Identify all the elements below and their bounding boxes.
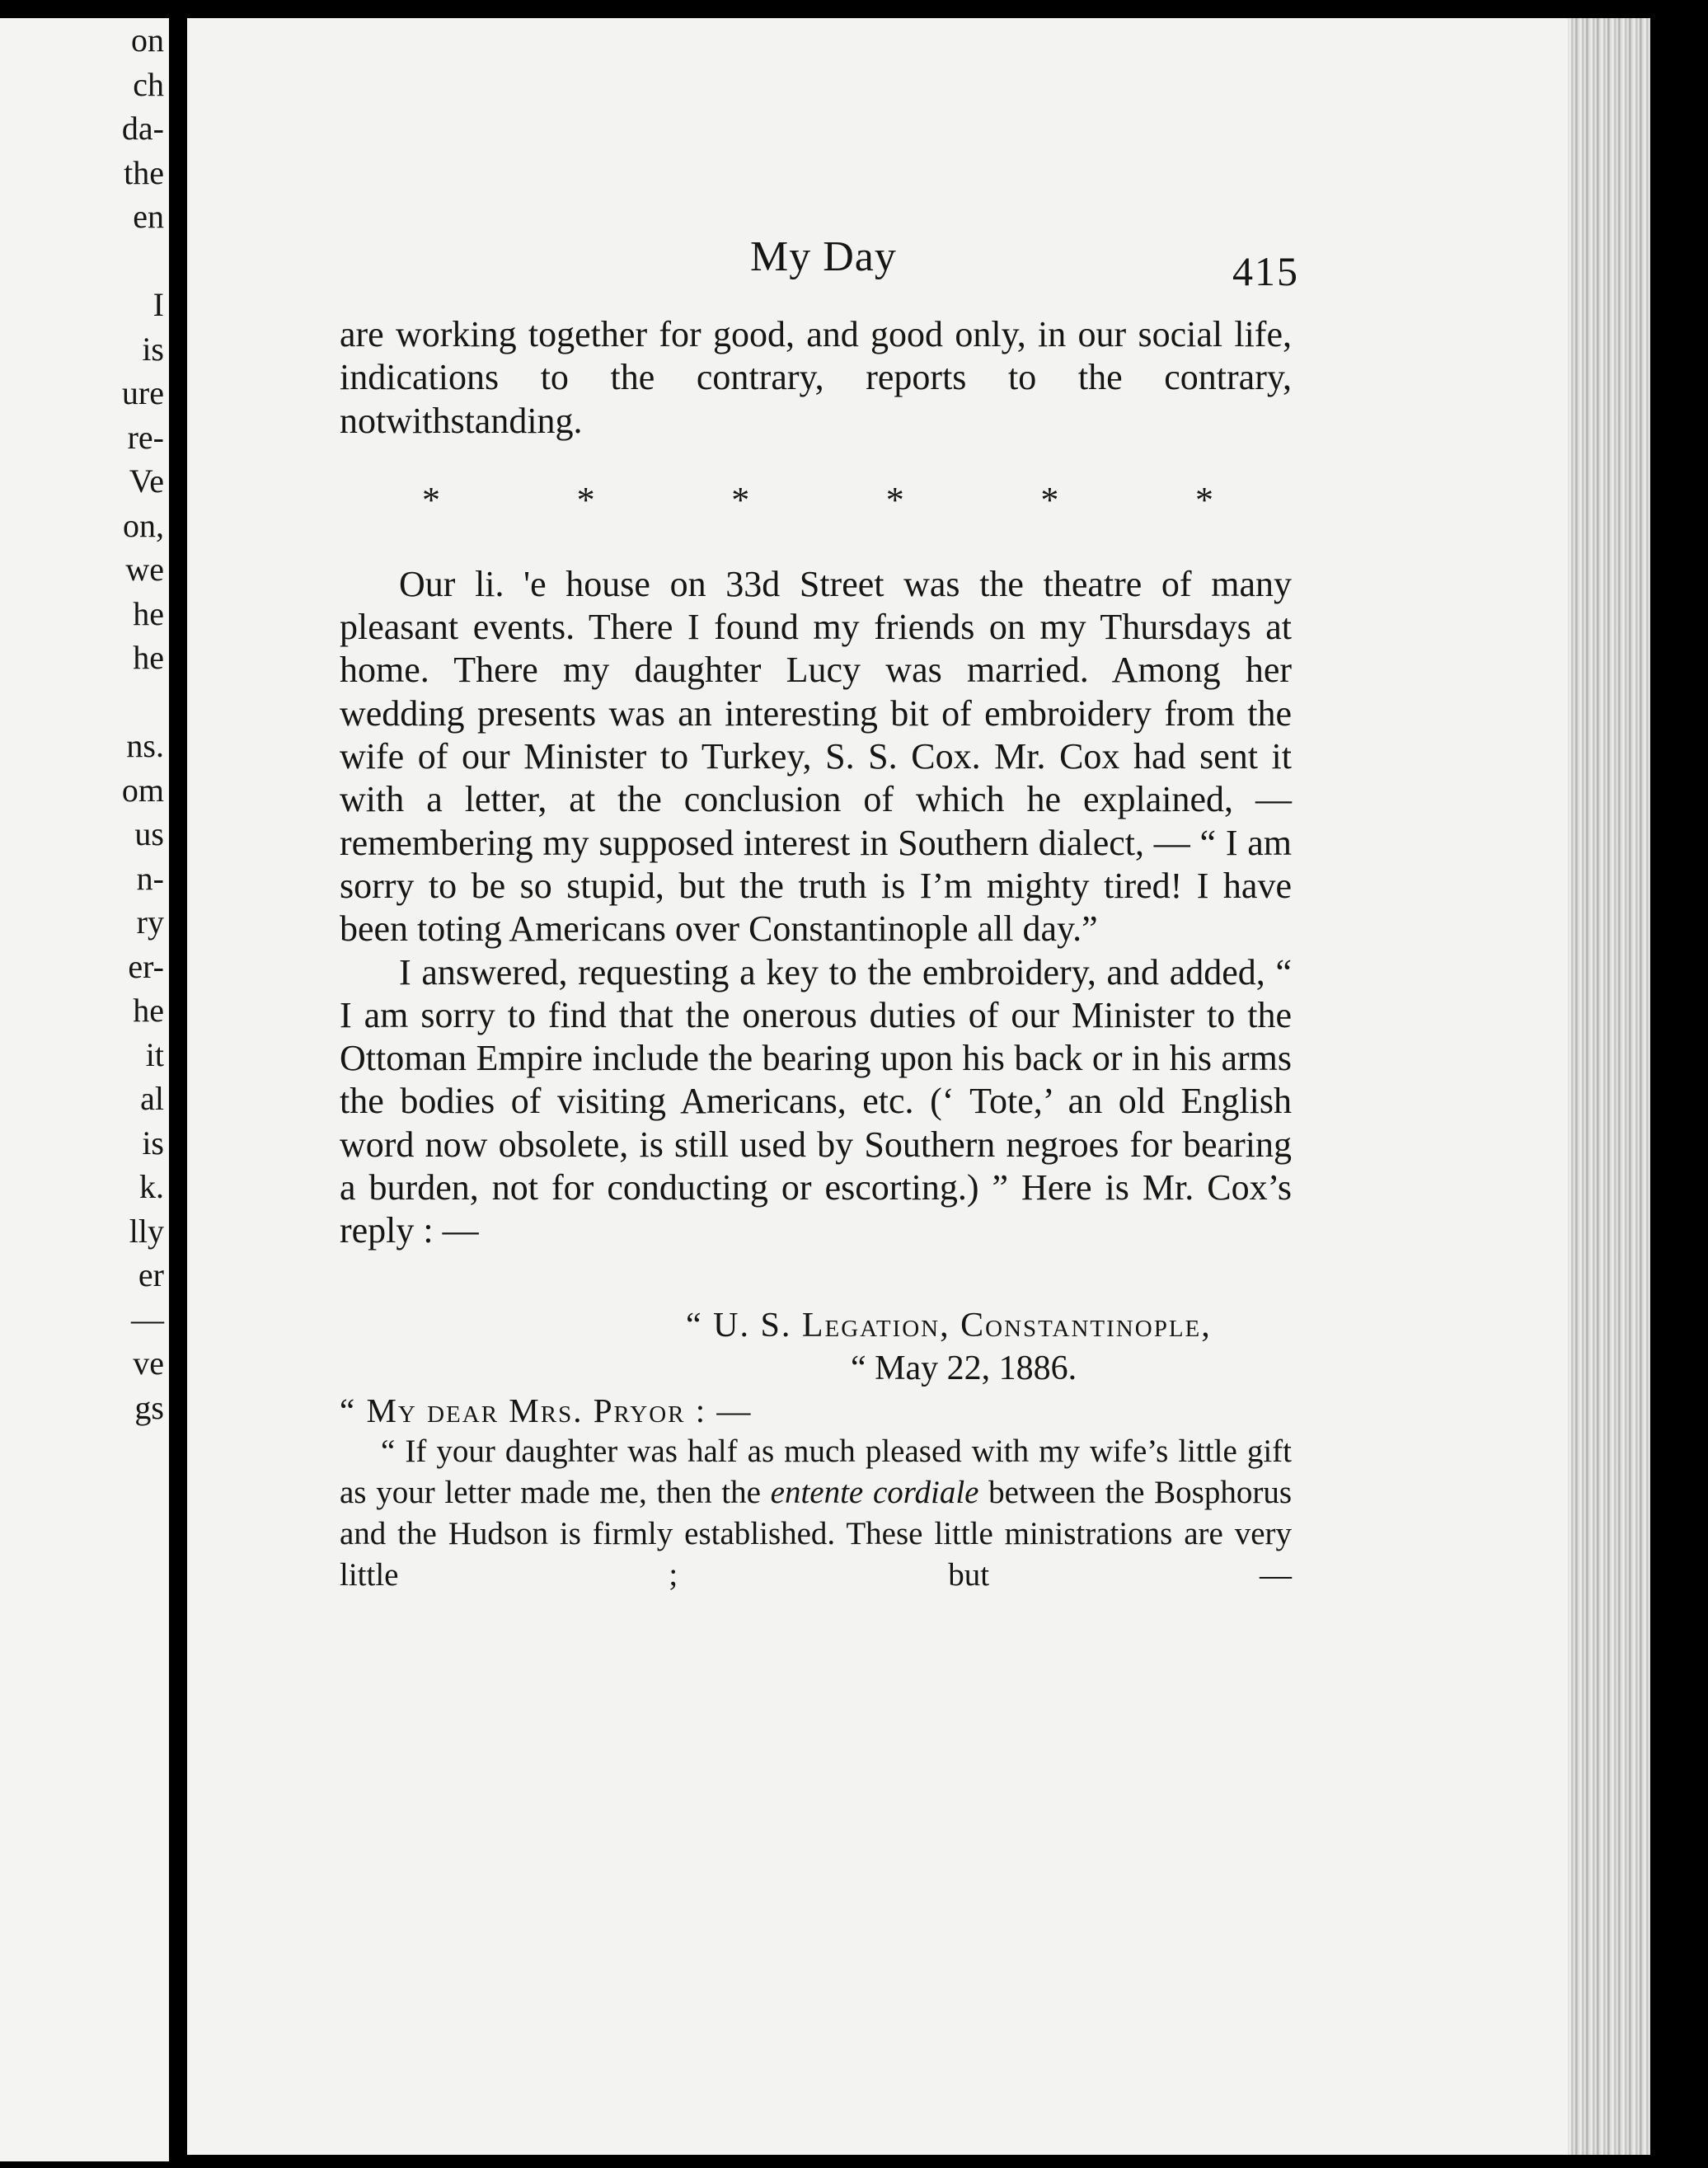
left-margin-fragment: re- bbox=[127, 418, 164, 456]
scan-border bbox=[1650, 0, 1708, 2168]
asterisk: * bbox=[576, 479, 595, 520]
paragraph-continued: are working together for good, and good only, in our social life, indications to the contrary, reports to the contrary, notwithstanding. bbox=[340, 314, 1292, 441]
left-page-margin-text bbox=[122, 18, 164, 1429]
letter-text-part: between the Bosphorus and the Hudson is firmly established. These little ministrations are very little ; but — bbox=[340, 1474, 1292, 1593]
letter-salutation: “ My dear Mrs. Pryor : — bbox=[340, 1391, 753, 1429]
left-margin-fragment: is bbox=[142, 330, 164, 368]
left-margin-fragment: on, bbox=[123, 506, 164, 544]
section-break bbox=[422, 476, 1213, 525]
letter-heading-date: “ May 22, 1886. bbox=[851, 1349, 1077, 1387]
asterisk: * bbox=[422, 479, 440, 520]
left-margin-fragment: us bbox=[134, 815, 164, 852]
asterisk: * bbox=[1194, 479, 1213, 520]
paragraph-answer: I answered, requesting a key to the embroidery, and added, “ I am sorry to find that the onerous duties of our Minister to the Ottoman Empire include the bearing upon his back or in his arms the bodies of visiting Americans, etc. (‘ Tote,’ an old English word now obsolete, is still used by Southern negroes for bearing a burden, not for conducting or escorting.) ” Here is Mr. Cox’s reply : — bbox=[340, 951, 1292, 1251]
page-edges bbox=[1568, 18, 1650, 2155]
body-text bbox=[340, 313, 1292, 1596]
left-margin-fragment: en bbox=[133, 198, 164, 235]
left-page bbox=[0, 18, 169, 2161]
left-margin-fragment: he bbox=[133, 594, 164, 632]
left-margin-fragment: er bbox=[138, 1256, 164, 1293]
left-margin-fragment bbox=[122, 680, 164, 725]
letter-text-part: “ If your daughter was half as much pleased with my wife’s little gift as your letter made me, then the bbox=[340, 1433, 1292, 1510]
asterisk: * bbox=[885, 479, 904, 520]
left-margin-fragment: gs bbox=[134, 1388, 164, 1426]
left-margin-fragment: ry bbox=[136, 903, 164, 941]
left-margin-fragment: on bbox=[131, 21, 164, 59]
asterisk: * bbox=[731, 479, 750, 520]
page-number: 415 bbox=[1232, 248, 1299, 294]
left-margin-fragment: he bbox=[133, 639, 164, 676]
left-margin-fragment: k. bbox=[139, 1168, 164, 1205]
left-margin-fragment: ure bbox=[121, 374, 164, 411]
left-margin-fragment: I bbox=[152, 286, 164, 323]
left-margin-fragment: lly bbox=[129, 1212, 164, 1250]
left-margin-fragment: n- bbox=[136, 859, 164, 897]
left-margin-fragment: ve bbox=[133, 1344, 164, 1382]
left-margin-fragment: ns. bbox=[126, 727, 164, 764]
left-margin-fragment bbox=[122, 239, 164, 284]
letter-italic-phrase: entente cordiale bbox=[770, 1474, 979, 1510]
book-gutter bbox=[169, 0, 187, 2168]
letter-heading-place: “ U. S. Legation, Constantinople, bbox=[686, 1306, 1212, 1344]
left-margin-fragment: it bbox=[145, 1035, 164, 1073]
left-margin-fragment: om bbox=[121, 771, 164, 809]
running-head: My Day bbox=[750, 233, 897, 280]
left-margin-fragment: is bbox=[142, 1124, 164, 1161]
left-margin-fragment: da- bbox=[121, 110, 164, 147]
left-margin-fragment: er- bbox=[128, 947, 164, 985]
left-margin-fragment: al bbox=[140, 1080, 164, 1117]
asterisk: * bbox=[1040, 479, 1059, 520]
left-margin-fragment: we bbox=[125, 551, 164, 588]
left-margin-fragment: ch bbox=[133, 65, 164, 103]
left-margin-fragment: the bbox=[124, 153, 164, 191]
left-margin-fragment: — bbox=[131, 1300, 164, 1338]
paragraph-house: Our li. 'e house on 33d Street was the theatre of many pleasant events. There I found my friends on my Thursdays at home. There my daughter Lucy was married. Among her wedding presents was an interesting bit of embroidery from the wife of our Minister to Turkey, S. S. Cox. Mr. Cox had sent it with a letter, at the conclusion of which he explained, — remembering my supposed interest in Southern dialect, — “ I am sorry to be so stupid, but the truth is I’m mighty tired! I have been toting Americans over Constantinople all day.” bbox=[340, 563, 1292, 950]
letter-text bbox=[340, 1431, 1292, 1596]
left-margin-fragment: he bbox=[133, 992, 164, 1029]
left-margin-fragment: Ve bbox=[129, 462, 164, 500]
